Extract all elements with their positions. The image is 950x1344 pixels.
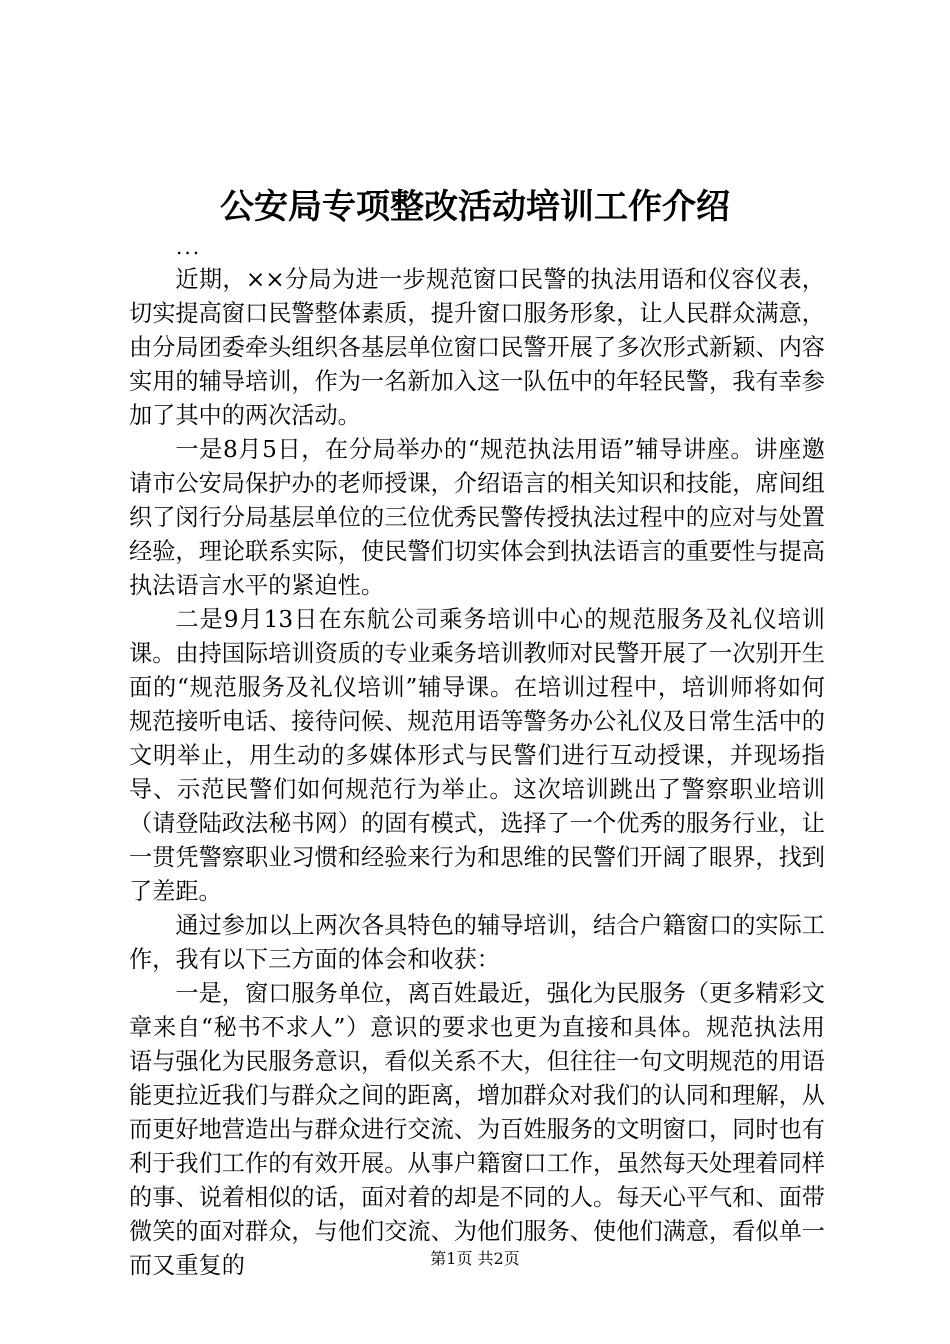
- paragraph-reflection-one: 一是，窗口服务单位，离百姓最近，强化为民服务（更多精彩文章来自“秘书不求人”）意识的要求也更为直接和具体。规范执法用语与强化为民服务意识，看似关系不大，但往往一句文明规范的用语能更拉近我们与群众之间的距离，增加群众对我们的认同和理解，从而更好地营造出与群众进行交流、为百姓服务的文明窗口，同时也有利于我们工作的有效开展。从事户籍窗口工作，虽然每天处理着同样的事、说着相似的话，面对着的却是不同的人。每天心平气和、面带微笑的面对群众，与他们交流、为他们服务、使他们满意，看似单一而又重复的: [129, 980, 825, 1279]
- paragraph-first-training: 一是8月5日，在分局举办的“规范执法用语”辅导讲座。讲座邀请市公安局保护办的老师授课，介绍语言的相关知识和技能，席间组织了闵行分局基层单位的三位优秀民警传授执法过程中的应对与处置经验，理论联系实际，使民警们切实体会到执法语言的重要性与提高执法语言水平的紧迫性。: [129, 436, 825, 599]
- paragraph-second-training: 二是9月13日在东航公司乘务培训中心的规范服务及礼仪培训课。由持国际培训资质的专业乘务培训教师对民警开展了一次别开生面的“规范服务及礼仪培训”辅导课。在培训过程中，培训师将如何规范接听电话、接待问候、规范用语等警务办公礼仪及日常生活中的文明举止，用生动的多媒体形式与民警们进行互动授课，并现场指导、示范民警们如何规范行为举止。这次培训跳出了警察职业培训（请登陆政法秘书网）的固有模式，选择了一个优秀的服务行业，让一贯凭警察职业习惯和经验来行为和思维的民警们开阔了眼界，找到了差距。: [129, 606, 825, 905]
- page-footer: 第1页 共2页: [430, 1249, 520, 1268]
- paragraph-intro: 近期，××分局为进一步规范窗口民警的执法用语和仪容仪表，切实提高窗口民警整体素质，提升窗口服务形象，让人民群众满意，由分局团委牵头组织各基层单位窗口民警开展了多次形式新颖、内容实用的辅导培训，作为一名新加入这一队伍中的年轻民警，我有幸参加了其中的两次活动。: [129, 266, 825, 429]
- ellipsis-mark: ...: [176, 235, 202, 259]
- document-title: 公安局专项整改活动培训工作介绍: [220, 187, 730, 227]
- paragraph-summary: 通过参加以上两次各具特色的辅导培训，结合户籍窗口的实际工作，我有以下三方面的体会和收获：: [129, 912, 825, 973]
- document-body: [129, 263, 825, 1283]
